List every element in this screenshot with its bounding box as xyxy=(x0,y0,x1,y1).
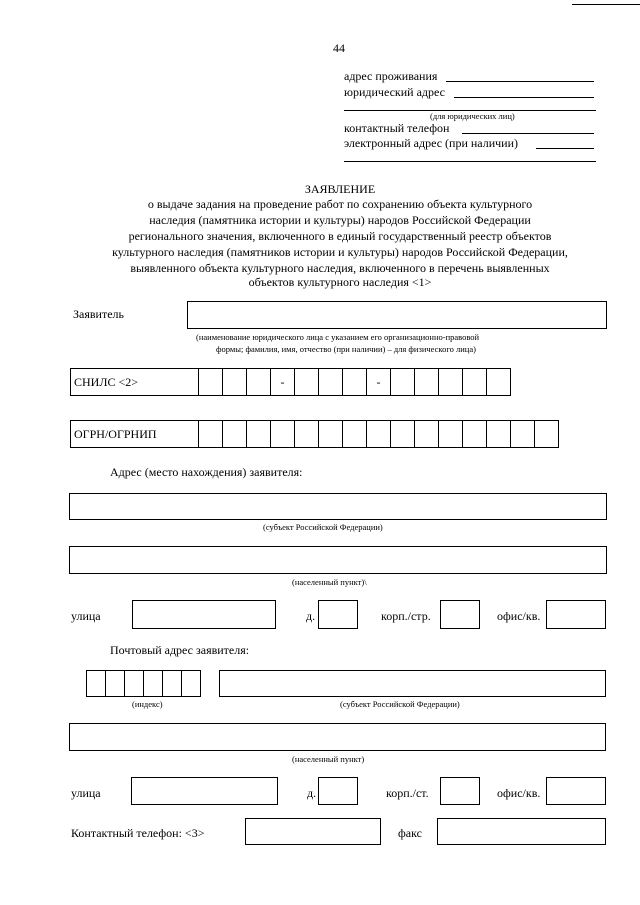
ogrn-digit[interactable] xyxy=(271,421,295,447)
postal-street-label: улица xyxy=(71,786,101,800)
snils-label: СНИЛС <2> xyxy=(71,369,199,395)
postal-street-field[interactable] xyxy=(131,777,278,805)
ogrn-digit[interactable] xyxy=(295,421,319,447)
index-digit[interactable] xyxy=(163,671,182,696)
ogrn-digit[interactable] xyxy=(439,421,463,447)
address-heading: Адрес (место нахождения) заявителя: xyxy=(110,465,303,479)
contact-phone-line[interactable] xyxy=(462,133,594,134)
snils-digit[interactable] xyxy=(199,369,223,395)
title-line-5: выявленного объекта культурного наследия, включенного в перечень выявленных xyxy=(130,261,550,275)
residence-label: адрес проживания xyxy=(344,69,438,83)
applicant-note-1: (наименование юридического лица с указанием его организационно-правовой xyxy=(196,332,480,342)
applicant-label: Заявитель xyxy=(73,307,124,321)
postal-building-field[interactable] xyxy=(440,777,480,805)
index-digit[interactable] xyxy=(144,671,163,696)
ogrn-digit[interactable] xyxy=(319,421,343,447)
postal-house-label: д. xyxy=(307,786,317,800)
postal-office-label: офис/кв. xyxy=(497,786,541,800)
snils-separator: - xyxy=(367,369,391,395)
address-locality-field[interactable] xyxy=(69,546,607,574)
snils-field[interactable] xyxy=(70,368,511,396)
ogrn-label: ОГРН/ОГРНИП xyxy=(71,421,199,447)
fax-field[interactable] xyxy=(437,818,606,845)
ogrn-digit[interactable] xyxy=(343,421,367,447)
office-field[interactable] xyxy=(546,600,606,629)
street-field[interactable] xyxy=(132,600,276,629)
postal-locality-field[interactable] xyxy=(69,723,606,751)
index-digit[interactable] xyxy=(87,671,106,696)
snils-digit[interactable] xyxy=(295,369,319,395)
building-label: корп./стр. xyxy=(381,609,431,623)
ogrn-digit[interactable] xyxy=(367,421,391,447)
address-locality-note: (населенный пункт)\ xyxy=(292,577,367,587)
postal-subject-field[interactable] xyxy=(219,670,606,697)
postal-subject-note: (субъект Российской Федерации) xyxy=(340,699,460,709)
postal-house-field[interactable] xyxy=(318,777,358,805)
contact-phone-label: контактный телефон xyxy=(344,121,450,135)
ogrn-digit[interactable] xyxy=(247,421,271,447)
applicant-note-2: формы; фамилия, имя, отчество (при наличии) – для физического лица) xyxy=(216,344,476,354)
postal-heading: Почтовый адрес заявителя: xyxy=(110,643,250,657)
house-field[interactable] xyxy=(318,600,358,629)
email-line[interactable] xyxy=(536,148,594,149)
fax-label: факс xyxy=(398,826,422,840)
snils-digit[interactable] xyxy=(343,369,367,395)
email-label: электронный адрес (при наличии) xyxy=(344,136,518,150)
legal-address-line[interactable] xyxy=(454,97,594,98)
ogrn-digit[interactable] xyxy=(535,421,559,447)
title-line-3: регионального значения, включенного в единый государственный реестр объектов xyxy=(128,229,552,243)
postal-locality-note: (населенный пункт) xyxy=(292,754,365,764)
office-label: офис/кв. xyxy=(497,609,541,623)
ogrn-digit[interactable] xyxy=(415,421,439,447)
snils-digit[interactable] xyxy=(247,369,271,395)
document-title: ЗАЯВЛЕНИЕ xyxy=(304,182,376,196)
postal-office-field[interactable] xyxy=(546,777,606,805)
snils-digit[interactable] xyxy=(391,369,415,395)
snils-digit[interactable] xyxy=(415,369,439,395)
address-subject-field[interactable] xyxy=(69,493,607,520)
postal-index-note: (индекс) xyxy=(132,699,163,709)
street-label: улица xyxy=(71,609,101,623)
page-number: 44 xyxy=(333,41,345,55)
snils-digit[interactable] xyxy=(319,369,343,395)
scan-edge-line xyxy=(572,4,640,5)
for-legal-entities-note: (для юридических лиц) xyxy=(430,111,515,121)
contact-phone-field[interactable] xyxy=(245,818,381,845)
title-line-6: объектов культурного наследия <1> xyxy=(248,275,432,289)
ogrn-digit[interactable] xyxy=(511,421,535,447)
ogrn-digit[interactable] xyxy=(487,421,511,447)
snils-separator: - xyxy=(271,369,295,395)
ogrn-digit[interactable] xyxy=(223,421,247,447)
building-field[interactable] xyxy=(440,600,480,629)
residence-line[interactable] xyxy=(446,81,594,82)
ogrn-field[interactable] xyxy=(70,420,559,448)
contact-phone-label: Контактный телефон: <3> xyxy=(71,826,205,840)
ogrn-digit[interactable] xyxy=(463,421,487,447)
postal-building-label: корп./ст. xyxy=(386,786,429,800)
ogrn-digit[interactable] xyxy=(199,421,223,447)
snils-digit[interactable] xyxy=(463,369,487,395)
snils-digit[interactable] xyxy=(487,369,511,395)
snils-digit[interactable] xyxy=(223,369,247,395)
house-label: д. xyxy=(306,609,316,623)
legal-address-label: юридический адрес xyxy=(344,85,445,99)
applicant-field[interactable] xyxy=(187,301,607,329)
index-digit[interactable] xyxy=(106,671,125,696)
address-subject-note: (субъект Российской Федерации) xyxy=(263,522,383,532)
ogrn-digit[interactable] xyxy=(391,421,415,447)
title-line-4: культурного наследия (памятников истории и культуры) народов Российской Федерации, xyxy=(112,245,568,259)
snils-digit[interactable] xyxy=(439,369,463,395)
index-digit[interactable] xyxy=(125,671,144,696)
title-line-1: о выдаче задания на проведение работ по сохранению объекта культурного xyxy=(147,197,533,211)
email-line-2[interactable] xyxy=(344,161,596,162)
index-digit[interactable] xyxy=(182,671,201,696)
postal-index-field[interactable] xyxy=(86,670,201,697)
title-line-2: наследия (памятника истории и культуры) народов Российской Федерации xyxy=(149,213,531,227)
